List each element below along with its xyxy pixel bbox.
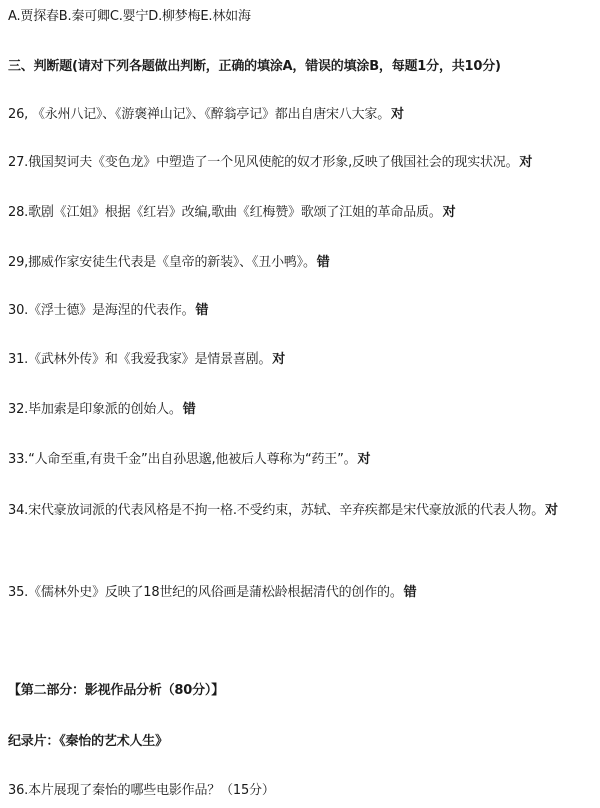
answer-mark: 错 xyxy=(195,303,209,318)
answer-mark: 对 xyxy=(442,205,456,220)
question-text: 34.宋代豪放词派的代表风格是不拘一格.不受约束，苏轼、辛弃疾都是宋代豪放派的代表人物。 xyxy=(8,503,545,518)
answer-mark: 对 xyxy=(519,155,533,170)
question-text: 35.《儒林外史》反映了18世纪的风俗画是蒲松龄根据清代的创作的。 xyxy=(8,585,403,600)
options-line: A.贾探春B.秦可卿C.婴宁D.柳梦梅E.林如海 xyxy=(8,9,251,24)
answer-mark: 对 xyxy=(357,452,371,467)
question-33 xyxy=(8,447,594,473)
question-text: 26, 《永州八记》、《游褒禅山记》、《醉翁亭记》都出自唐宋八大家。 xyxy=(8,107,391,122)
answer-mark: 对 xyxy=(272,352,286,367)
question-text: 30.《浮士德》是海涅的代表作。 xyxy=(8,303,195,318)
question-26 xyxy=(8,102,594,128)
question-32 xyxy=(8,397,594,423)
question-30 xyxy=(8,298,594,324)
question-text: 29,挪威作家安徒生代表是《皇帝的新装》、《丑小鸭》。 xyxy=(8,255,316,270)
question-text: 33.“人命至重,有贵千金”出自孙思邈,他被后人尊称为“药王”。 xyxy=(8,452,357,467)
question-27 xyxy=(8,150,594,176)
question-35 xyxy=(8,580,594,606)
answer-mark: 错 xyxy=(182,402,196,417)
question-text: 28.歌剧《江姐》根据《红岩》改编,歌曲《红梅赞》歌颂了江姐的革命品质。 xyxy=(8,205,442,220)
answer-mark: 错 xyxy=(316,255,330,270)
question-28 xyxy=(8,200,594,226)
part2-heading: 【第二部分：影视作品分析（80分）】 xyxy=(8,683,224,698)
documentary-title: 纪录片：《秦怡的艺术人生》 xyxy=(8,734,168,749)
question-34 xyxy=(8,497,594,524)
question-29 xyxy=(8,250,594,276)
answer-mark: 对 xyxy=(391,107,404,122)
answer-mark: 错 xyxy=(403,585,417,600)
question-36: 36.本片展现了秦怡的哪些电影作品？（15分） xyxy=(8,783,275,798)
section3-heading: 三、判断题(请对下列各题做出判断，正确的填涂A，错误的填涂B，每题1分，共10分) xyxy=(8,59,501,74)
question-31 xyxy=(8,347,594,373)
question-text: 31.《武林外传》和《我爱我家》是情景喜剧。 xyxy=(8,352,272,367)
question-text: 32.毕加索是印象派的创始人。 xyxy=(8,402,182,417)
question-text: 27.俄国契诃夫《变色龙》中塑造了一个见风使舵的奴才形象,反映了俄国社会的现实状况。 xyxy=(8,155,519,170)
answer-mark: 对 xyxy=(545,503,558,518)
